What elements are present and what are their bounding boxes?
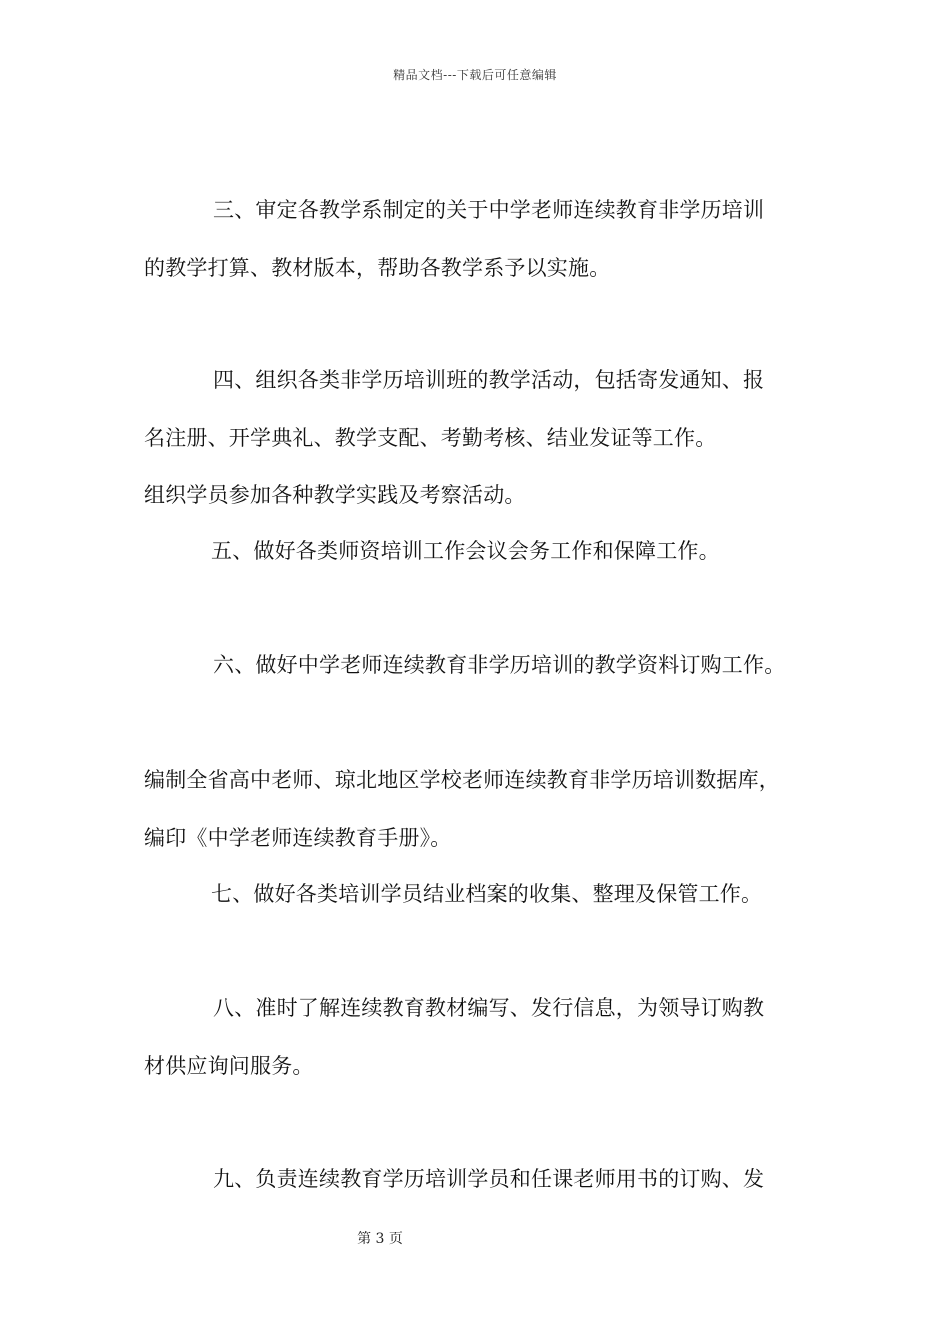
- page-number: 第 3 页: [357, 1231, 403, 1247]
- paragraph-4-line-1: 四、组织各类非学历培训班的教学活动，包括寄发通知、报: [213, 368, 765, 392]
- paragraph-4-line-3: 组织学员参加各种教学实践及考察活动。: [144, 483, 526, 507]
- paragraph-4-line-2: 名注册、开学典礼、教学支配、考勤考核、结业发证等工作。: [144, 426, 717, 450]
- paragraph-7-line-1: 七、做好各类培训学员结业档案的收集、整理及保管工作。: [211, 882, 763, 906]
- paragraph-6b-line-2: 编印《中学老师连续教育手册》。: [144, 826, 452, 850]
- paragraph-6-line-1: 六、做好中学老师连续教育非学历培训的教学资料订购工作。: [213, 653, 786, 677]
- paragraph-9-line-1: 九、负责连续教育学历培训学员和任课老师用书的订购、发: [213, 1167, 765, 1191]
- document-header: 精品文档---下载后可任意编辑: [393, 68, 557, 82]
- paragraph-6b-line-1: 编制全省高中老师、琼北地区学校老师连续教育非学历培训数据库，: [144, 768, 780, 792]
- paragraph-3-line-1: 三、审定各教学系制定的关于中学老师连续教育非学历培训: [213, 198, 765, 222]
- paragraph-3-line-2: 的教学打算、教材版本，帮助各教学系予以实施。: [144, 256, 611, 280]
- paragraph-5-line-1: 五、做好各类师资培训工作会议会务工作和保障工作。: [211, 539, 720, 563]
- paragraph-8-line-1: 八、准时了解连续教育教材编写、发行信息，为领导订购教: [213, 996, 765, 1020]
- paragraph-8-line-2: 材供应询问服务。: [144, 1054, 314, 1078]
